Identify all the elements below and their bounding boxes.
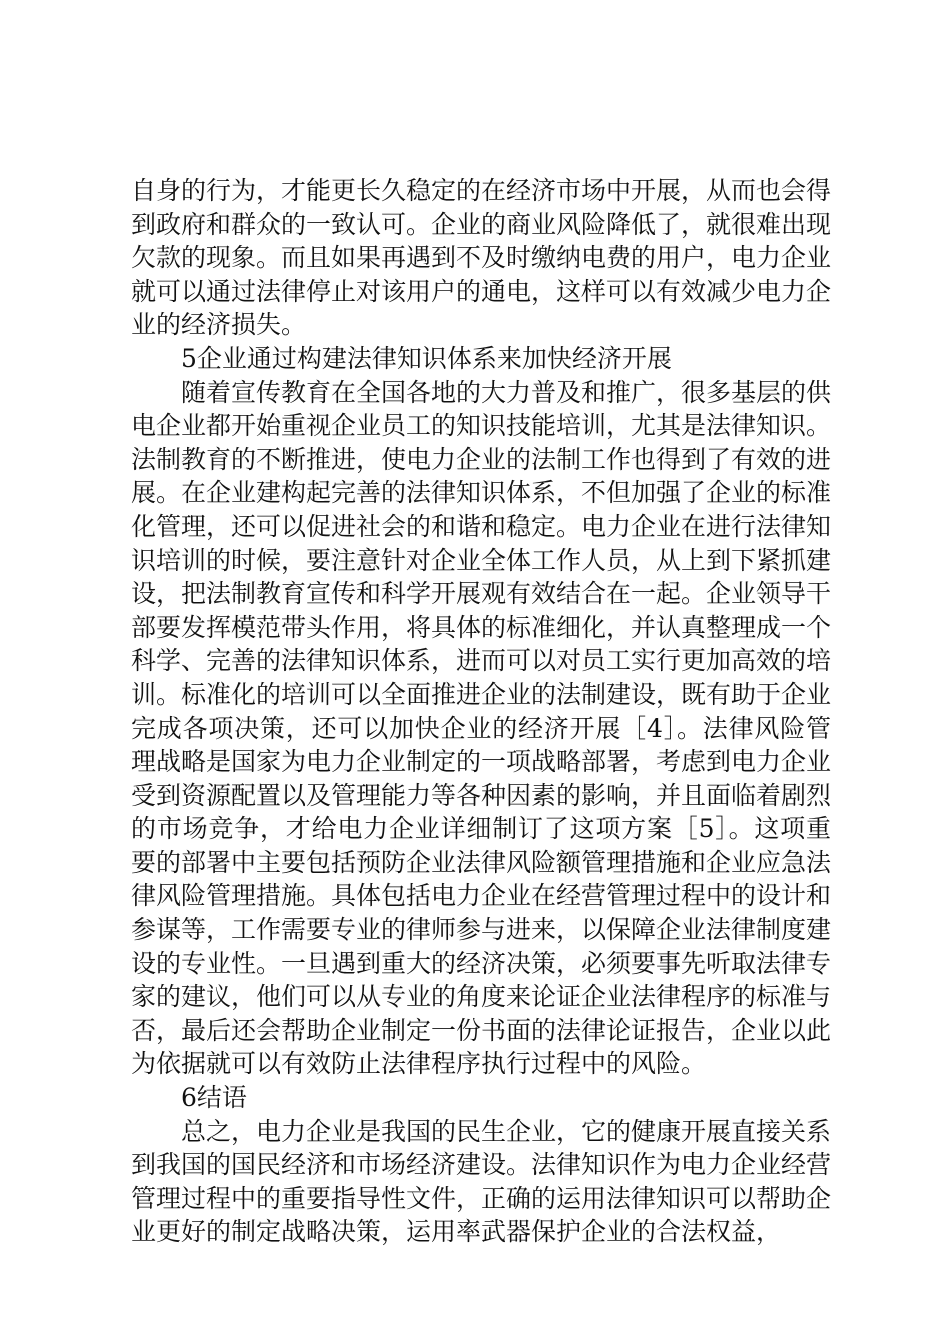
section-heading: 6结语 <box>181 1083 247 1113</box>
body-paragraph: 总之，电力企业是我国的民生企业，它的健康开展直接关系到我国的国民经济和市场经济建设。法律知识作为电力企业经营管理过程中的重要指导性文件，正确的运用法律知识可以帮助企业更好的制定战略决策，运用率武器保护企业的合法权益， <box>131 1116 832 1247</box>
body-paragraph: 自身的行为，才能更长久稳定的在经济市场中开展，从而也会得到政府和群众的一致认可。企业的商业风险降低了，就很难出现欠款的现象。而且如果再遇到不及时缴纳电费的用户，电力企业就可以通过法律停止对该用户的通电，这样可以有效减少电力企业的经济损失。 <box>131 176 832 340</box>
document-body <box>131 174 831 1249</box>
section-heading: 5企业通过构建法律知识体系来加快经济开展 <box>181 343 672 373</box>
body-paragraph: 随着宣传教育在全国各地的大力普及和推广，很多基层的供电企业都开始重视企业员工的知识技能培训，尤其是法律知识。法制教育的不断推进，使电力企业的法制工作也得到了有效的进展。在企业建构起完善的法律知识体系，不但加强了企业的标准化管理，还可以促进社会的和谐和稳定。电力企业在进行法律知识培训的时候，要注意针对企业全体工作人员，从上到下紧抓建设，把法制教育宣传和科学开展观有效结合在一起。企业领导干部要发挥模范带头作用，将具体的标准细化，并认真整理成一个科学、完善的法律知识体系，进而可以对员工实行更加高效的培训。标准化的培训可以全面推进企业的法制建设，既有助于企业完成各项决策，还可以加快企业的经济开展［4］。法律风险管理战略是国家为电力企业制定的一项战略部署，考虑到电力企业受到资源配置以及管理能力等各种因素的影响，并且面临着剧烈的市场竞争，才给电力企业详细制订了这项方案［5］。这项重要的部署中主要包括预防企业法律风险额管理措施和企业应急法律风险管理措施。具体包括电力企业在经营管理过程中的设计和参谋等，工作需要专业的律师参与进来，以保障企业法律制度建设的专业性。一旦遇到重大的经济决策，必须要事先听取法律专家的建议，他们可以从专业的角度来论证企业法律程序的标准与否，最后还会帮助企业制定一份书面的法律论证报告，企业以此为依据就可以有效防止法律程序执行过程中的风险。 <box>131 377 832 1079</box>
